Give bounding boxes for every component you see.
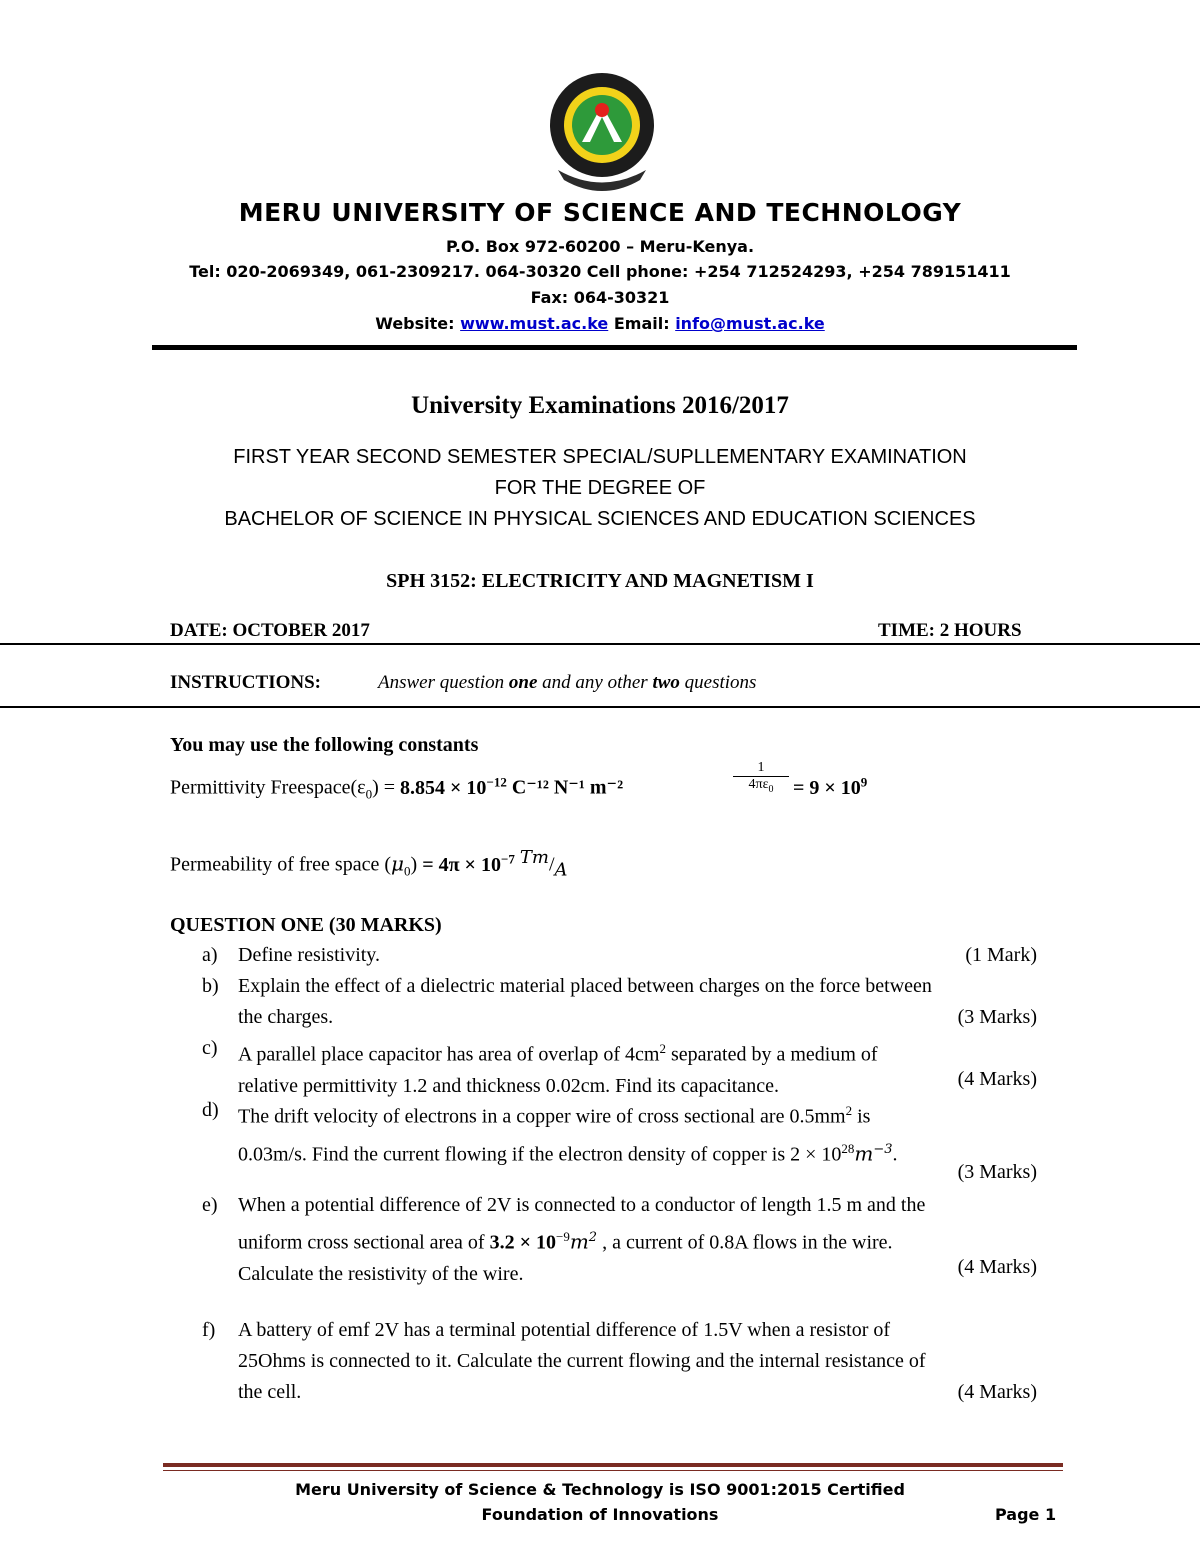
university-name: MERU UNIVERSITY OF SCIENCE AND TECHNOLOGY <box>238 198 962 227</box>
header-divider <box>152 345 1077 350</box>
university-logo <box>540 70 665 195</box>
constants-heading: You may use the following constants <box>170 734 479 756</box>
page-number: Page 1 <box>995 1505 1057 1524</box>
exam-line-2: FOR THE DEGREE OF <box>494 477 706 499</box>
question-one-heading: QUESTION ONE (30 MARKS) <box>170 914 442 936</box>
exam-title: University Examinations 2016/2017 <box>411 392 789 419</box>
address: P.O. Box 972-60200 – Meru-Kenya. <box>445 237 755 256</box>
footer-motto: Foundation of Innovations <box>481 1505 719 1524</box>
email-label: Email: <box>613 314 670 333</box>
footer-divider-thick <box>163 1463 1063 1467</box>
question-item-b: b) Explain the effect of a dielectric material placed between charges on the force between the charges. (3 Marks) <box>202 975 1037 1028</box>
exam-line-1: FIRST YEAR SECOND SEMESTER SPECIAL/SUPLLEMENTARY EXAMINATION <box>233 446 967 468</box>
website-label: Website: <box>375 314 455 333</box>
coulomb-fraction: 1 $4\pi\varepsilon_0$ <box>733 760 789 795</box>
exam-date: DATE: OCTOBER 2017 <box>170 620 370 641</box>
exam-line-3: BACHELOR OF SCIENCE IN PHYSICAL SCIENCES AND EDUCATION SCIENCES <box>224 508 976 530</box>
instructions-label: INSTRUCTIONS: <box>170 672 321 693</box>
instructions-text: Answer question one and any other two questions <box>378 672 757 693</box>
exam-time: TIME: 2 HOURS <box>878 620 1022 641</box>
fax: Fax: 064-30321 <box>530 288 670 307</box>
website-link[interactable]: www.must.ac.ke <box>460 314 609 333</box>
permittivity-line: Permittivity $Freespace(\varepsilon_0) = 8.854 \times 10^{-12}$ C⁻¹² N⁻¹ m⁻² <box>170 774 624 802</box>
question-item-c: c) A parallel place capacitor has area of overlap of $4cm^2$ separated by a medium of relative permittivity 1.2 and thickness 0.02cm. Find its capacitance. (4 Marks) <box>202 1037 1037 1097</box>
question-item-f: f) A battery of emf 2V has a terminal potential difference of 1.5V when a resistor of 25Ohms is connected to it. Calculate the current flowing and the internal resistance of the cell. (4 Marks) <box>202 1319 1037 1403</box>
question-item-a: a) Define resistivity. (1 Mark) <box>202 944 1037 966</box>
question-item-e: e) When a potential difference of 2V is connected to a conductor of length 1.5 m and the uniform cross sectional area of $3.2 \times 10^{-9}m^2$ , a current of 0.8A flows in the wire. Calculate the resistivity of the wire. (4 Marks) <box>202 1194 1037 1285</box>
course-title: SPH 3152: ELECTRICITY AND MAGNETISM I <box>386 570 814 592</box>
coulomb-value: = $9 \times 10^9$ <box>793 774 868 799</box>
email-link[interactable]: info@must.ac.ke <box>675 314 825 333</box>
divider-date <box>0 643 1200 645</box>
footer-certification: Meru University of Science & Technology is ISO 9001:2015 Certified <box>295 1480 905 1499</box>
divider-instructions <box>0 706 1200 708</box>
permeability-line: Permeability of free space $(\mu_0) = 4\pi \times 10^{-7}$ $^{Tm}/_A$ <box>170 847 568 881</box>
question-item-d: d) The drift velocity of electrons in a copper wire of cross sectional are $0.5mm^2$ is 0.03m/s. Find the current flowing if the electron density of copper is $2 \times 10^{28}m^{-3}$. (3 Marks) <box>202 1099 1037 1183</box>
footer-divider-thin <box>163 1470 1063 1471</box>
contact-line <box>0 314 1200 333</box>
telephone: Tel: 020-2069349, 061-2309217. 064-30320 Cell phone: +254 712524293, +254 789151411 <box>189 262 1011 281</box>
